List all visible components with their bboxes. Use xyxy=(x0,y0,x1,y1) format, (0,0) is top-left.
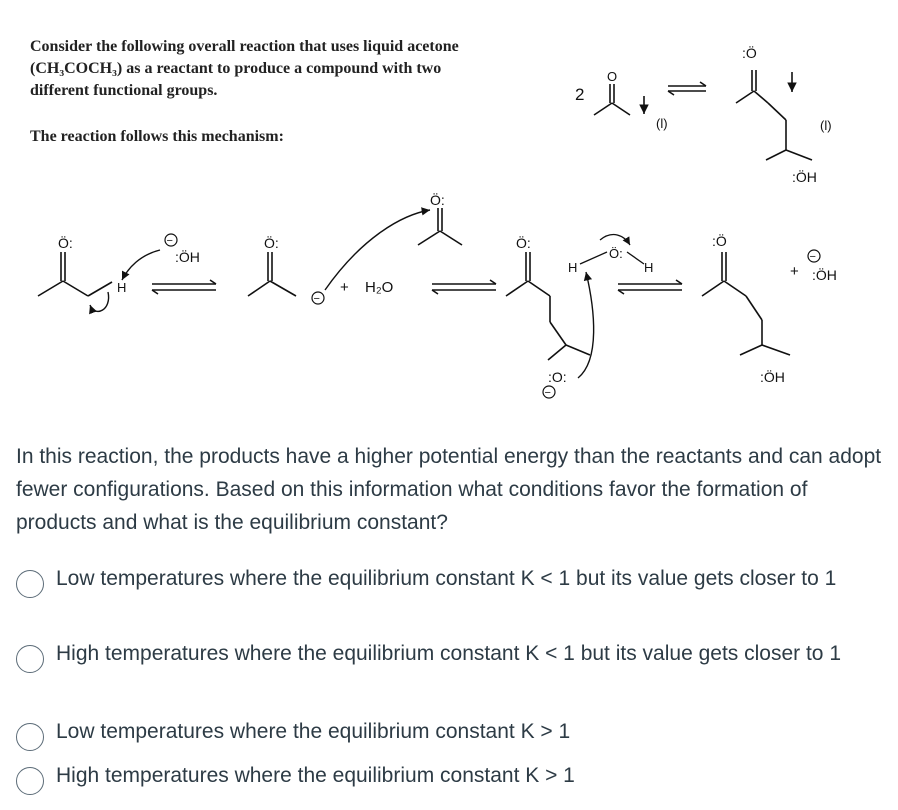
acetone-oxygen: O xyxy=(607,69,618,84)
equilibrium-arrows-step-3 xyxy=(618,280,682,294)
water-h-right: H xyxy=(644,260,654,275)
water-h-left: H xyxy=(568,260,578,275)
acetone-carbonyl-o: Ö: xyxy=(58,235,73,251)
plus-sign-water: + xyxy=(340,279,349,296)
intro-line-1: Consider the following overall reaction that uses liquid acetone xyxy=(30,38,459,55)
acetone-carbonyl-o-2: Ö: xyxy=(430,192,445,208)
acetone-skeleton-1 xyxy=(38,252,112,296)
alpha-hydrogen: H xyxy=(117,280,127,295)
mechanism-label: The reaction follows this mechanism: xyxy=(30,128,284,145)
phase-label-reactant: (l) xyxy=(656,116,668,131)
mechanism-products xyxy=(702,232,837,385)
mechanism-step-3 xyxy=(506,234,682,399)
radio-button-1[interactable] xyxy=(16,570,44,598)
question-text: In this reaction, the products have a higher potential energy than the reactants and can adopt fewer configurations. Based on this information what conditions favor the formation of products and what is the equilibrium constant? xyxy=(16,445,882,534)
enolate-skeleton xyxy=(248,252,296,296)
option-label-1: Low temperatures where the equilibrium constant K < 1 but its value gets closer to 1 xyxy=(56,567,837,590)
acetone-skeleton-2 xyxy=(418,208,462,245)
minus-sign: − xyxy=(166,235,173,247)
plus-sign-hydroxide: + xyxy=(790,263,799,280)
option-label-2: High temperatures where the equilibrium constant K < 1 but its value gets closer to 1 xyxy=(56,642,841,665)
curved-arrow-nucleophilic xyxy=(325,210,430,290)
answer-option-4[interactable] xyxy=(16,759,575,795)
regenerated-hydroxide: :ÖH xyxy=(812,267,837,283)
overall-reaction xyxy=(575,44,832,185)
alkoxide-oxygen: :O: xyxy=(548,369,567,385)
equilibrium-arrows-step-1 xyxy=(152,280,216,294)
acetone-structure xyxy=(594,84,630,115)
option-label-3: Low temperatures where the equilibrium constant K > 1 xyxy=(56,720,571,743)
stoichiometric-coefficient: 2 xyxy=(575,85,585,104)
product-carbonyl-oxygen: :Ö xyxy=(742,45,757,61)
radio-button-4[interactable] xyxy=(16,767,44,795)
intro-line-2: (CH₃COCH₃) as a reactant to produce a compound with two xyxy=(30,60,442,77)
water-oxygen: Ö: xyxy=(609,246,623,261)
final-product-skeleton xyxy=(702,252,790,355)
product-hydroxyl-group: :ÖH xyxy=(792,169,817,185)
option-label-4: High temperatures where the equilibrium constant K > 1 xyxy=(56,764,575,787)
carbanion-minus: − xyxy=(313,293,320,305)
hydroxide-minus: − xyxy=(809,251,816,263)
radio-button-2[interactable] xyxy=(16,645,44,673)
curved-arrow-bond-break xyxy=(600,235,630,245)
hydroxide-ion: :ÖH xyxy=(175,249,200,265)
answer-option-1[interactable] xyxy=(16,562,836,598)
curved-arrow-deprotonation xyxy=(90,292,109,311)
alkoxide-minus: − xyxy=(544,387,551,399)
equilibrium-arrows-overall xyxy=(668,82,706,95)
final-hydroxyl: :ÖH xyxy=(760,369,785,385)
intro-line-3: different functional groups. xyxy=(30,82,218,99)
mechanism-step-2 xyxy=(248,191,496,305)
curved-arrow-protonation xyxy=(578,272,594,378)
alkoxide-skeleton xyxy=(506,252,590,360)
curved-arrow-attack xyxy=(122,250,160,280)
diacetone-alcohol-structure xyxy=(736,70,812,160)
phase-label-product: (l) xyxy=(820,118,832,133)
intermediate-carbonyl-o: Ö: xyxy=(516,235,531,251)
water-molecule: H₂O xyxy=(365,279,394,296)
mechanism-step-1 xyxy=(38,234,216,311)
final-carbonyl-o: :Ö xyxy=(712,233,727,249)
enolate-oxygen: Ö: xyxy=(264,235,279,251)
answer-option-3[interactable] xyxy=(16,715,570,751)
equilibrium-arrows-step-2 xyxy=(432,280,496,294)
answer-option-2[interactable] xyxy=(16,637,841,673)
radio-button-3[interactable] xyxy=(16,723,44,751)
